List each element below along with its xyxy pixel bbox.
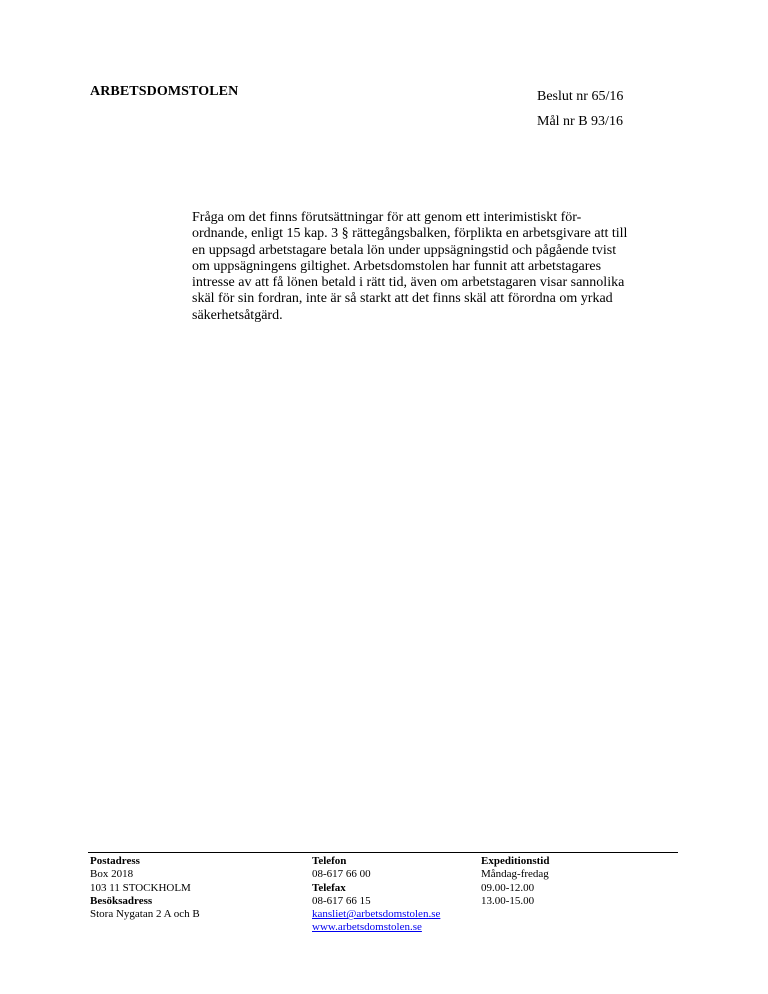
postal-heading: Postadress	[90, 855, 140, 867]
visit-heading: Besöksadress	[90, 894, 153, 907]
website-link[interactable]: www.arbetsdomstolen.se	[312, 921, 422, 934]
hours-days: Måndag-fredag	[481, 868, 549, 881]
case-number: Mål nr B 93/16	[537, 114, 623, 129]
case-references	[537, 84, 623, 134]
decision-number: Beslut nr 65/16	[537, 89, 624, 104]
fax-number: 08-617 66 15	[312, 894, 371, 907]
footer-contact-column	[312, 855, 440, 935]
visit-address: Stora Nygatan 2 A och B	[90, 908, 200, 921]
summary-line: skäl för sin fordran, inte är så starkt att det finns skäl att förordna om yrkad	[192, 291, 613, 307]
summary-line: ordnande, enligt 15 kap. 3 § rättegångsbalken, förplikta en arbetsgivare att till	[192, 226, 628, 242]
hours-morning: 09.00-12.00	[481, 881, 535, 894]
footer-hours-column	[481, 855, 549, 908]
footer-postal-column	[90, 855, 200, 921]
decision-summary	[192, 210, 662, 324]
court-name: ARBETSDOMSTOLEN	[90, 84, 239, 99]
postal-code: 103 11 STOCKHOLM	[90, 881, 191, 894]
fax-heading: Telefax	[312, 881, 346, 894]
summary-line: säkerhetsåtgärd.	[192, 307, 283, 323]
summary-line: Fråga om det finns förutsättningar för att genom ett interimistiskt för-	[192, 210, 582, 225]
summary-line: en uppsagd arbetstagare betala lön under uppsägningstid och pågående tvist	[192, 242, 617, 258]
hours-heading: Expeditionstid	[481, 855, 550, 867]
footer-divider	[88, 852, 678, 853]
phone-heading: Telefon	[312, 855, 347, 867]
hours-afternoon: 13.00-15.00	[481, 894, 535, 907]
postal-box: Box 2018	[90, 868, 134, 881]
summary-line: om uppsägningens giltighet. Arbetsdomstolen har funnit att arbetstagares	[192, 258, 602, 274]
email-link[interactable]: kansliet@arbetsdomstolen.se	[312, 908, 441, 921]
summary-line: intresse av att få lönen betald i rätt tid, även om arbetstagaren visar sannolika	[192, 275, 625, 291]
phone-number: 08-617 66 00	[312, 868, 371, 881]
